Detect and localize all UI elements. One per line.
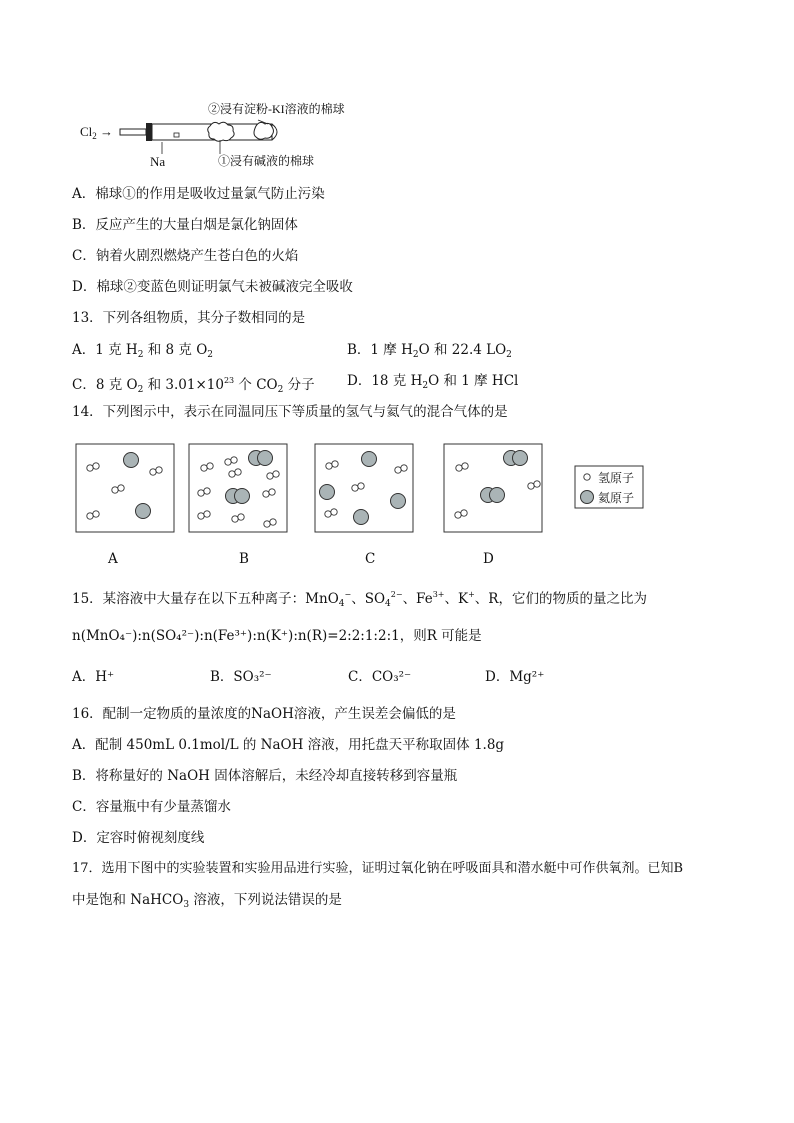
q13-c-text: C．8 克 O	[72, 377, 138, 393]
q15-t11: 、R，它们的物质的量之比为	[474, 591, 647, 607]
q13-a-text: A．1 克 H	[72, 342, 138, 358]
q13-b-sub1: 2	[412, 350, 419, 360]
q15-t3: −	[344, 590, 352, 599]
q13-a-sub1: 2	[137, 350, 144, 360]
legend-he-label: 氦原子	[598, 491, 635, 505]
box-a	[76, 444, 174, 532]
q12-option-b: B．反应产生的大量白烟是氯化钠固体	[72, 217, 298, 233]
q16-stem: 16．配制一定物质的量浓度的NaOH溶液，产生误差会偏低的是	[72, 706, 456, 722]
legend-he-icon	[581, 491, 594, 504]
cotton-ball-1	[208, 122, 234, 141]
q13-c-text4: 分子	[283, 377, 315, 393]
q15-t1: 15．某溶液中大量存在以下五种离子：MnO	[72, 591, 339, 607]
q13-option-c	[72, 372, 315, 399]
q13-b-sub2: 2	[506, 350, 512, 360]
q16-option-a: A．配制 450mL 0.1mol/L 的 NaOH 溶液，用托盘天平称取固体 1.8g	[72, 737, 505, 753]
q17-t3: 溶液，下列说法错误的是	[189, 892, 342, 908]
q15-option-a: A．H⁺	[72, 669, 115, 685]
label-alkali: ①浸有碱液的棉球	[218, 154, 315, 168]
q15-ratio: n(MnO₄⁻):n(SO₄²⁻):n(Fe³⁺):n(K⁺):n(R)=2:2:1:2:1，则R 可能是	[72, 628, 482, 644]
box-label-c: C	[365, 551, 376, 567]
q15-option-b: B．SO₃²⁻	[210, 669, 272, 685]
q17-t2: 3	[183, 900, 190, 910]
q13-option-b	[347, 341, 512, 364]
box-d	[444, 444, 542, 532]
apparatus-figure	[78, 102, 378, 172]
q13-c-sub1: 2	[137, 385, 144, 395]
inlet-pipe	[120, 129, 146, 135]
q15-stem	[72, 586, 647, 613]
q16-option-c: C．容量瓶中有少量蒸馏水	[72, 799, 231, 815]
label-na: Na	[150, 154, 166, 169]
q13-stem: 13．下列各组物质，其分子数相同的是	[72, 310, 306, 326]
q12-option-c: C．钠着火剧烈燃烧产生苍白色的火焰	[72, 248, 299, 264]
q15-t10: +	[468, 590, 475, 599]
q15-t6: 2−	[390, 590, 403, 599]
box-b	[189, 444, 287, 532]
stopper	[146, 123, 152, 141]
box-label-d: D	[483, 551, 494, 567]
q15-t4: 、SO	[351, 591, 386, 607]
legend-h-label: 氢原子	[598, 471, 635, 485]
q13-c-text3: 个 CO	[234, 377, 278, 393]
box-c	[315, 444, 413, 532]
cl2-text: Cl	[80, 124, 93, 139]
q17-t1: 中是饱和 NaHCO	[72, 892, 184, 908]
q16-option-b: B．将称量好的 NaOH 固体溶解后，未经冷却直接转移到容量瓶	[72, 768, 458, 784]
legend-h-icon	[584, 474, 590, 480]
label-starch-ki: ②浸有淀粉-KI溶液的棉球	[208, 102, 345, 116]
q15-t2: 4	[338, 599, 345, 609]
q13-option-d	[347, 372, 518, 395]
q15-t7: 、Fe	[402, 591, 433, 607]
q13-a-sub2: 2	[207, 350, 213, 360]
q13-c-sup: 23	[223, 376, 235, 385]
q14-stem: 14．下列图示中，表示在同温同压下等质量的氢气与氦气的混合气体的是	[72, 404, 508, 420]
q15-option-d: D．Mg²⁺	[485, 669, 545, 685]
q15-t8: 3+	[432, 590, 445, 599]
cl2-sub: 2	[92, 131, 97, 141]
q13-d-text2: O 和 1 摩 HCl	[428, 373, 519, 389]
q17-line2	[72, 891, 342, 914]
q15-t9: 、K	[444, 591, 469, 607]
na-piece	[174, 133, 179, 137]
q15-option-c: C．CO₃²⁻	[348, 669, 412, 685]
q17-line1: 17．选用下图中的实验装置和实验用品进行实验，证明过氧化钠在呼吸面具和潜水艇中可作供氧剂。已知B	[72, 861, 684, 876]
q15-t5: 4	[385, 599, 391, 609]
q13-b-text: B．1 摩 H	[347, 342, 413, 358]
box-label-b: B	[239, 551, 249, 567]
cotton-ball-2	[254, 122, 274, 139]
q13-c-sub2: 2	[277, 385, 284, 395]
q13-a-text2: 和 8 克 O	[143, 342, 208, 358]
q13-d-text: D．18 克 H	[347, 373, 423, 389]
q13-option-a	[72, 341, 213, 364]
q13-d-sub: 2	[422, 381, 429, 391]
q13-c-text2: 和 3.01×10	[143, 377, 224, 393]
box-label-a: A	[108, 551, 118, 567]
q13-b-text2: O 和 22.4 LO	[418, 342, 507, 358]
arrow-icon: →	[100, 124, 114, 139]
q16-option-d: D．定容时俯视刻度线	[72, 830, 205, 846]
q12-option-d: D．棉球②变蓝色则证明氯气未被碱液完全吸收	[72, 279, 353, 295]
q12-option-a: A．棉球①的作用是吸收过量氯气防止污染	[72, 186, 325, 202]
